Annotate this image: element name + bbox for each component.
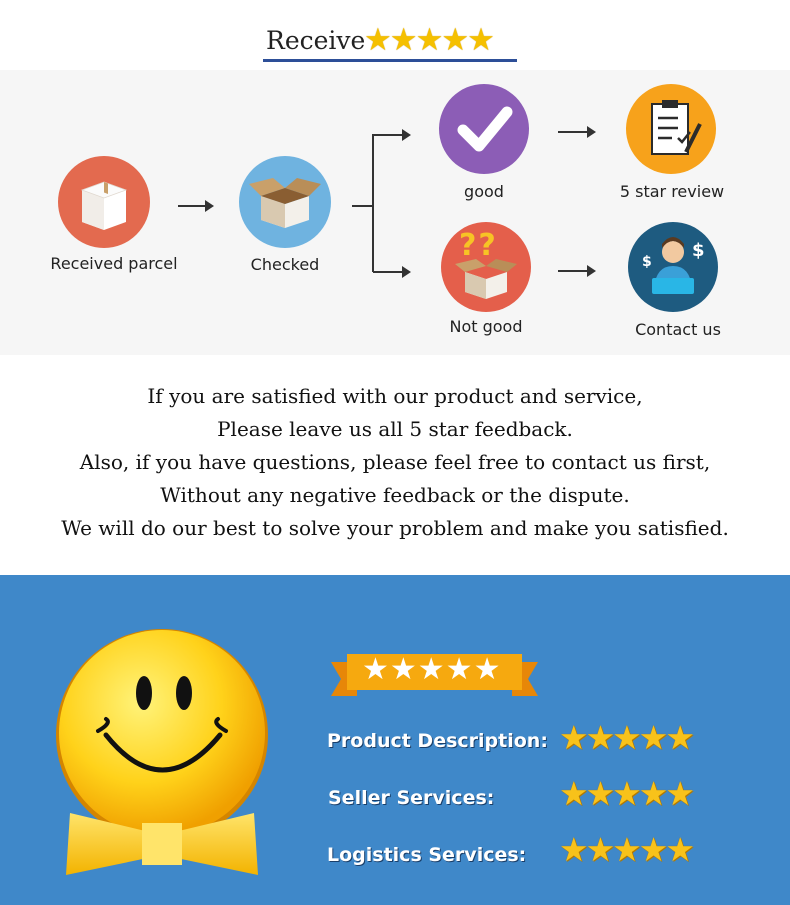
header-title: Receive	[266, 26, 366, 55]
flow-arrow	[178, 205, 212, 207]
received-parcel-node	[58, 156, 150, 248]
checkmark-icon	[439, 84, 529, 174]
checked-node	[239, 156, 331, 248]
product-description-label: Product Description:	[327, 730, 548, 752]
product-description-stars: ★★★★★	[559, 718, 692, 757]
rating-panel	[0, 575, 790, 905]
header-underline	[263, 59, 517, 62]
message-line: Without any negative feedback or the dispute.	[160, 483, 630, 507]
good-node	[439, 84, 529, 174]
feedback-flow-diagram	[0, 70, 790, 355]
contact-us-label: Contact us	[635, 320, 721, 339]
smiley-face-icon	[52, 623, 276, 877]
svg-text:$: $	[692, 240, 705, 261]
rating-ribbon	[331, 650, 538, 700]
not-good-label: Not good	[449, 317, 523, 336]
not-good-node	[441, 222, 531, 312]
seller-services-stars: ★★★★★	[559, 774, 692, 813]
message-line: Please leave us all 5 star feedback.	[217, 417, 573, 441]
checked-label: Checked	[250, 255, 320, 274]
message-line: If you are satisfied with our product and service,	[147, 384, 643, 408]
message-line: We will do our best to solve your problem and make you satisfied.	[61, 516, 729, 540]
flow-arrow	[558, 270, 594, 272]
logistics-services-label: Logistics Services:	[327, 844, 527, 866]
feedback-message	[0, 380, 790, 545]
clipboard-checklist-icon	[626, 84, 716, 174]
support-agent-icon	[628, 222, 718, 312]
branch-line	[352, 205, 374, 207]
page-header	[263, 22, 518, 66]
seller-services-label: Seller Services:	[328, 787, 495, 809]
ribbon-stars: ★★★★★	[362, 652, 502, 687]
question-box-icon	[441, 222, 531, 312]
review-node	[626, 84, 716, 174]
flow-arrow	[558, 131, 594, 133]
flow-arrow	[373, 134, 409, 136]
question-marks: ??	[459, 228, 498, 263]
contact-node	[628, 222, 718, 312]
svg-text:$: $	[642, 254, 652, 270]
logistics-services-stars: ★★★★★	[559, 830, 692, 869]
five-star-review-label: 5 star review	[619, 182, 725, 201]
received-parcel-label: Received parcel	[50, 254, 178, 273]
open-box-icon	[239, 156, 331, 248]
good-label: good	[464, 182, 504, 201]
branch-line	[372, 134, 374, 272]
flow-arrow	[373, 271, 409, 273]
header-stars: ★★★★★	[364, 22, 493, 58]
message-line: Also, if you have questions, please feel free to contact us first,	[79, 450, 711, 474]
parcel-box-icon	[58, 156, 150, 248]
